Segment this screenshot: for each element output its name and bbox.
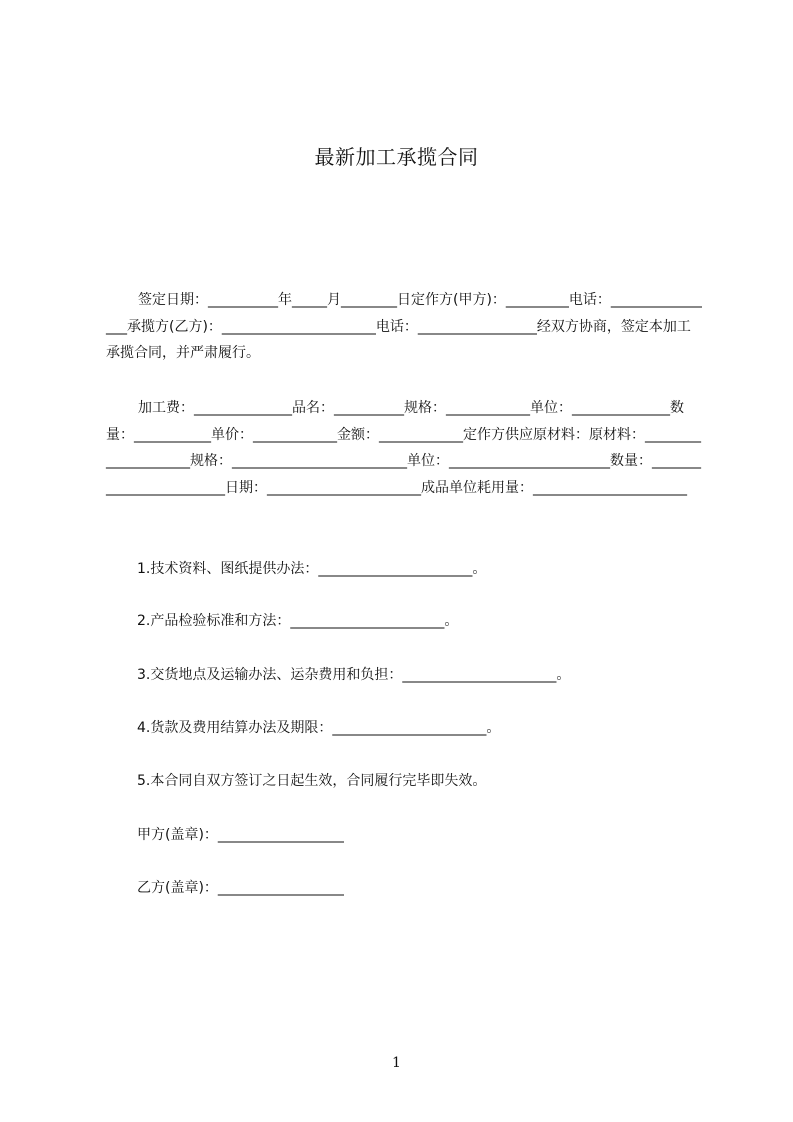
- page-number: 1: [392, 1055, 401, 1071]
- document-title: 最新加工承揽合同: [314, 145, 479, 169]
- clause-5: 5.本合同自双方签订之日起生效，合同履行完毕即失效。: [137, 773, 487, 789]
- clause-3: 3.交货地点及运输办法、运杂费用和负担：______________________。: [137, 667, 571, 683]
- intro-paragraph: 签定日期：__________年_____月________日定作方(甲方)：_________电话：________________承揽方(乙方)：______________________电话：_________________经双方协商，签定本加工承揽合同，并严肃履行。: [106, 292, 702, 361]
- clause-2: 2.产品检验标准和方法：______________________。: [137, 613, 459, 629]
- clause-4: 4.货款及费用结算办法及期限：______________________。: [137, 720, 501, 736]
- details-paragraph: 加工费：______________品名：__________规格：____________单位：______________数量：___________单价：____________金额：____________定作方供应原材料：原材料：____________________规格：_________________________单位：_______________________数量：________________________日期：______________________成品单位耗用量：______________________: [106, 400, 701, 496]
- clause-1: 1.技术资料、图纸提供办法：______________________。: [137, 561, 487, 577]
- party-a-signature: 甲方(盖章)：__________________: [137, 827, 344, 843]
- party-b-signature: 乙方(盖章)：__________________: [137, 880, 344, 896]
